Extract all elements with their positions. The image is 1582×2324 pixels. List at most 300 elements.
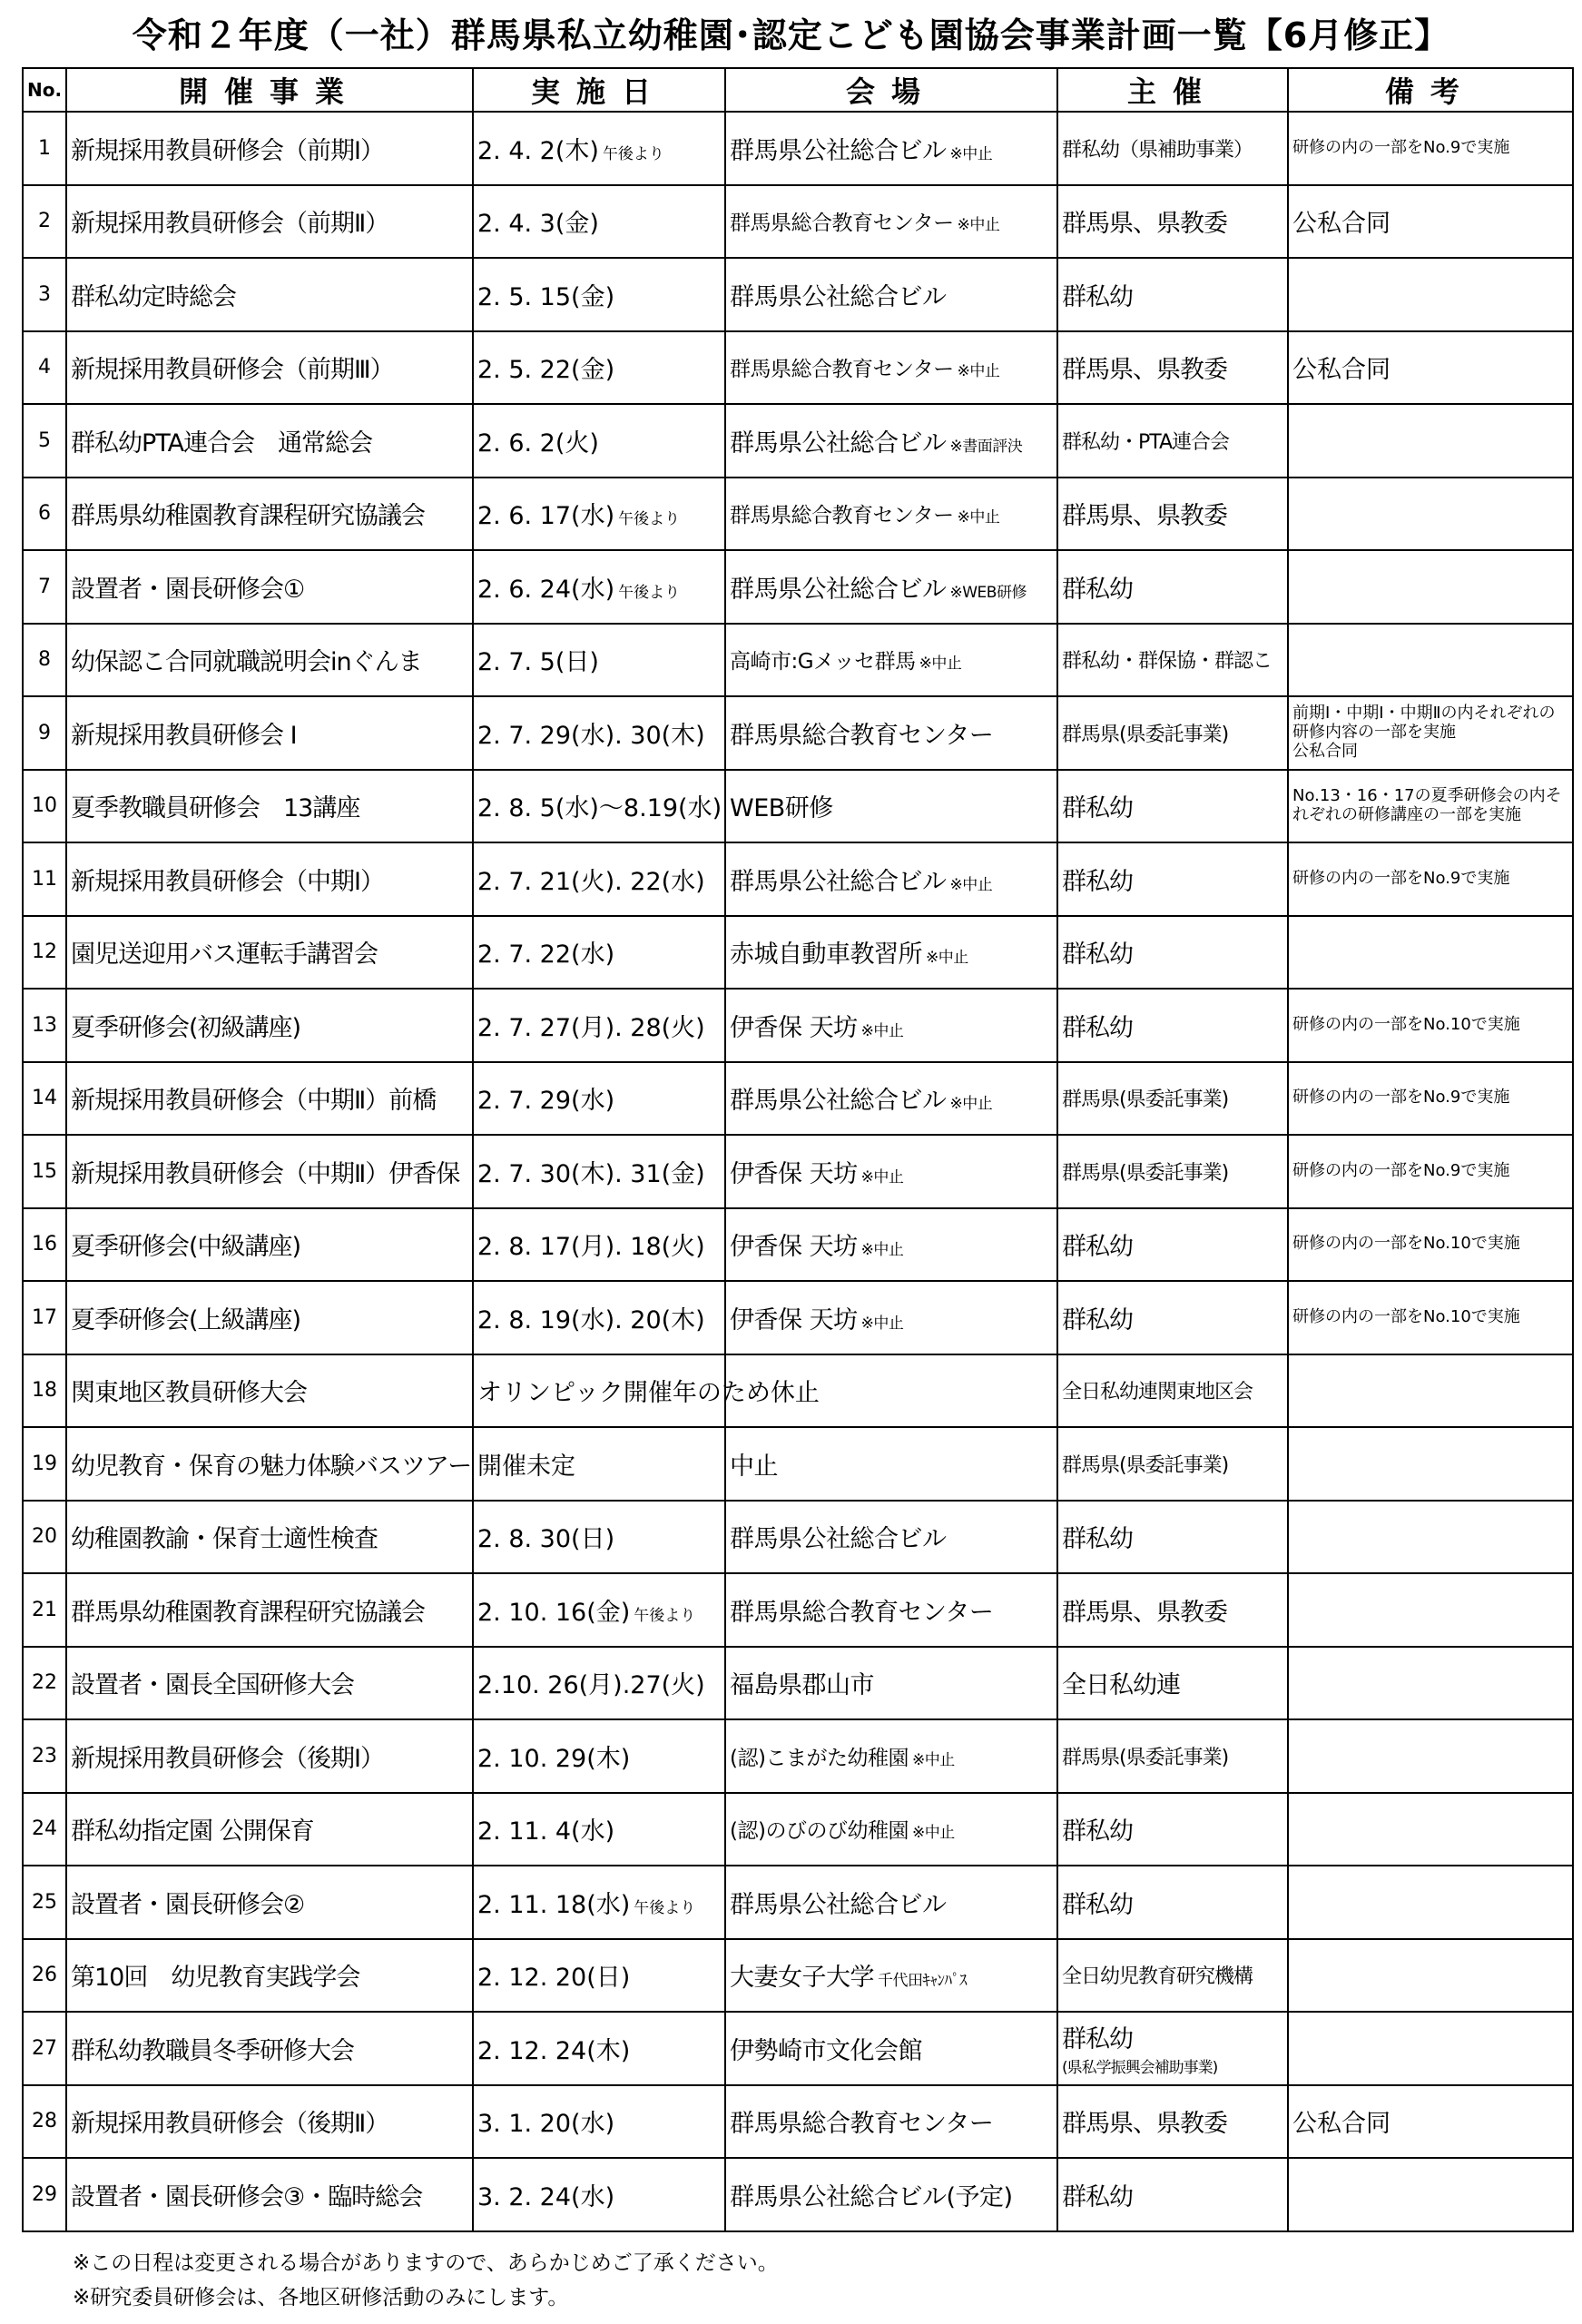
venue: [725, 2012, 1057, 2085]
host-text: 群馬県、県教委: [1062, 1598, 1227, 1627]
remarks: [1288, 1647, 1573, 1720]
remarks: 研修の内の一部をNo.10で実施: [1288, 989, 1573, 1062]
venue: [725, 112, 1057, 185]
venue: [725, 1135, 1057, 1208]
row-number: 26: [23, 1939, 66, 2013]
host-text: 群私幼・群保協・群認こ: [1062, 650, 1272, 674]
venue-note: ※中止: [926, 949, 968, 968]
venue-text: 群馬県公社総合ビル(予定): [730, 2182, 1013, 2211]
host: [1057, 1939, 1288, 2013]
date-text: 2. 12. 24(木): [477, 2036, 631, 2065]
date-text: 2. 12. 20(日): [477, 1964, 631, 1993]
row-number: 18: [23, 1354, 66, 1428]
host-text: 群私幼: [1062, 1817, 1133, 1846]
remarks: [1288, 404, 1573, 478]
venue-text: 群馬県総合教育センター: [730, 358, 954, 382]
event-name: 夏季研修会(中級講座): [66, 1208, 473, 1282]
event-name: 幼保認こ合同就職説明会inぐんま: [66, 624, 473, 697]
date-text: 3. 2. 24(水): [477, 2182, 615, 2211]
date-note: 午後より: [618, 583, 681, 602]
date-text: 開催未定: [477, 1452, 575, 1481]
row-number: 13: [23, 989, 66, 1062]
host: [1057, 1866, 1288, 1939]
date-text: 2. 7. 5(日): [477, 648, 599, 677]
table-row: [23, 624, 1573, 697]
date-text: 2. 11. 4(水): [477, 1817, 615, 1846]
host-text: 群私幼: [1062, 1890, 1133, 1919]
venue: [725, 1427, 1057, 1501]
venue-text: 福島県郡山市: [730, 1671, 874, 1700]
date-text: 2. 6. 24(水): [477, 575, 615, 604]
event-date: [473, 2012, 725, 2085]
host: [1057, 331, 1288, 405]
venue-text: 群馬県公社総合ビル: [730, 1087, 947, 1116]
event-date: [473, 1719, 725, 1793]
row-number: 25: [23, 1866, 66, 1939]
host: [1057, 550, 1288, 624]
event-name: 夏季研修会(初級講座): [66, 989, 473, 1062]
host-text: 群馬県(県委託事業): [1062, 723, 1229, 746]
host-text: 群私幼・PTA連合会: [1062, 430, 1230, 454]
venue: [725, 1647, 1057, 1720]
venue: [725, 1501, 1057, 1574]
venue-text: 群馬県総合教育センター: [730, 1598, 994, 1627]
date-text: 2. 11. 18(水): [477, 1890, 631, 1919]
venue: [725, 842, 1057, 916]
event-date: [473, 185, 725, 259]
header-host: 主催: [1057, 68, 1288, 112]
event-name: 夏季研修会(上級講座): [66, 1281, 473, 1354]
remarks: [1288, 1354, 1573, 1428]
table-row: [23, 1939, 1573, 2013]
event-date: [473, 1501, 725, 1574]
event-name: 関東地区教員研修大会: [66, 1354, 473, 1428]
remarks: [1288, 550, 1573, 624]
venue-note: ※中止: [911, 1750, 955, 1769]
event-date: [473, 404, 725, 478]
host-text: 群馬県(県委託事業): [1062, 1088, 1229, 1112]
date-text: 2. 7. 21(火). 22(水): [477, 867, 705, 896]
venue-note: ※中止: [860, 1167, 904, 1187]
event-date: [473, 696, 725, 770]
remarks: 研修の内の一部をNo.9で実施: [1288, 112, 1573, 185]
table-row: [23, 331, 1573, 405]
host: [1057, 1208, 1288, 1282]
row-number: 12: [23, 916, 66, 990]
date-text: 2. 4. 2(木): [477, 136, 599, 165]
event-date: [473, 1354, 820, 1428]
table-row: [23, 2012, 1573, 2085]
event-name: 幼児教育・保育の魅力体験バスツアー: [66, 1427, 473, 1501]
venue-note: ※中止: [949, 875, 993, 894]
header-event: 開催事業: [66, 68, 473, 112]
venue-text: 大妻女子大学: [730, 1964, 874, 1993]
event-name: 夏季教職員研修会 13講座: [66, 770, 473, 843]
date-text: 2. 8. 17(月). 18(火): [477, 1233, 705, 1262]
host-text: 群私幼: [1062, 1525, 1133, 1554]
event-date: [473, 1793, 725, 1866]
event-name: 幼稚園教諭・保育士適性検査: [66, 1501, 473, 1574]
host: [1057, 1647, 1288, 1720]
row-number: 3: [23, 258, 66, 331]
event-name: 設置者・園長全国研修大会: [66, 1647, 473, 1720]
date-note: 午後より: [634, 1898, 696, 1917]
row-number: 16: [23, 1208, 66, 1282]
event-date: [473, 2085, 725, 2159]
venue-text: 群馬県公社総合ビル: [730, 428, 947, 458]
host: [1057, 2012, 1288, 2085]
row-number: 23: [23, 1719, 66, 1793]
table-row: [23, 1719, 1573, 1793]
venue-text: 群馬県公社総合ビル: [730, 1525, 947, 1554]
footnote: ※この日程は変更される場合がありますので、あらかじめご了承ください。: [73, 2251, 779, 2275]
host: [1057, 2158, 1288, 2231]
event-name: 群私幼指定園 公開保育: [66, 1793, 473, 1866]
event-date: [473, 1427, 725, 1501]
venue-text: 高崎市:Gメッセ群馬: [730, 650, 916, 675]
row-number: 1: [23, 112, 66, 185]
table-row: [23, 2158, 1573, 2231]
event-date: [473, 1939, 725, 2013]
event-date: [473, 1866, 725, 1939]
venue-text: 群馬県総合教育センター: [730, 2110, 994, 2139]
venue-text: WEB研修: [730, 794, 833, 823]
host: [1057, 1501, 1288, 1574]
event-date: [473, 2158, 725, 2231]
row-number: 19: [23, 1427, 66, 1501]
host: [1057, 112, 1288, 185]
venue-text: 群馬県公社総合ビル: [730, 575, 947, 604]
host: [1057, 696, 1288, 770]
table-row: [23, 1208, 1573, 1282]
footnote: ※研究委員研修会は、各地区研修活動のみにします。: [73, 2286, 569, 2309]
venue: [725, 1866, 1057, 1939]
row-number: 22: [23, 1647, 66, 1720]
host-text: 群私幼: [1062, 1305, 1133, 1334]
event-name: 新規採用教員研修会（後期Ⅰ）: [66, 1719, 473, 1793]
row-number: 29: [23, 2158, 66, 2231]
header-remarks: 備考: [1288, 68, 1573, 112]
event-date: [473, 1281, 725, 1354]
event-date: [473, 258, 725, 331]
event-name: 新規採用教員研修会（中期Ⅱ）伊香保: [66, 1135, 473, 1208]
host: [1057, 916, 1288, 990]
event-date: [473, 1135, 725, 1208]
venue: [725, 331, 1057, 405]
venue: [725, 1062, 1057, 1136]
schedule-table: [22, 67, 1574, 2232]
venue-note: 千代田ｷｬﾝﾊﾟｽ: [878, 1972, 967, 1991]
host-text: 群馬県、県教委: [1062, 502, 1227, 531]
remarks: 公私合同: [1288, 331, 1573, 405]
date-text: 2. 8. 19(水). 20(木): [477, 1305, 705, 1334]
host: [1057, 624, 1288, 697]
event-name: 設置者・園長研修会③・臨時総会: [66, 2158, 473, 2231]
table-row: [23, 1573, 1573, 1647]
event-name: 設置者・園長研修会②: [66, 1866, 473, 1939]
host-text: 群私幼: [1062, 282, 1133, 311]
row-number: 24: [23, 1793, 66, 1866]
table-row: [23, 696, 1573, 770]
event-name: 新規採用教員研修会（中期Ⅰ）: [66, 842, 473, 916]
host-text: 全日幼児教育研究機構: [1062, 1965, 1253, 1989]
host: [1057, 1354, 1288, 1428]
host-text: 群馬県(県委託事業): [1062, 1453, 1229, 1477]
date-text: 2. 5. 15(金): [477, 282, 615, 311]
host-text: 全日私幼連関東地区会: [1062, 1381, 1253, 1404]
host-text: 群私幼: [1062, 2182, 1133, 2211]
venue-note: ※中止: [860, 1021, 904, 1040]
event-date: [473, 770, 725, 843]
venue-note: ※中止: [957, 508, 1000, 527]
event-name: 新規採用教員研修会（前期Ⅰ）: [66, 112, 473, 185]
host-text: 群私幼（県補助事業）: [1062, 138, 1253, 162]
venue-note: ※WEB研修: [949, 583, 1027, 602]
row-number: 17: [23, 1281, 66, 1354]
remarks: [1288, 1501, 1573, 1574]
venue: [725, 1939, 1057, 2013]
table-row: [23, 916, 1573, 990]
host-text: 群馬県、県教委: [1062, 356, 1227, 385]
event-name: 第10回 幼児教育実践学会: [66, 1939, 473, 2013]
venue-text: 群馬県公社総合ビル: [730, 282, 947, 311]
host-text: 群私幼: [1062, 867, 1133, 896]
host-text: 群馬県、県教委: [1062, 2110, 1227, 2139]
host-text: 群私幼: [1062, 575, 1133, 604]
venue-note: ※中止: [949, 144, 993, 163]
host: [1057, 478, 1288, 551]
remarks: No.13・16・17の夏季研修会の内それぞれの研修講座の一部を実施: [1288, 770, 1573, 843]
event-date: [473, 842, 725, 916]
venue: [725, 258, 1057, 331]
table-row: [23, 112, 1573, 185]
date-note: 午後より: [634, 1606, 696, 1625]
event-name: 園児送迎用バス運転手講習会: [66, 916, 473, 990]
event-name: 新規採用教員研修会 Ⅰ: [66, 696, 473, 770]
date-text: 2. 7. 27(月). 28(火): [477, 1013, 705, 1042]
host-text: 群私幼: [1062, 1013, 1133, 1042]
venue: [725, 624, 1057, 697]
venue-text: 群馬県公社総合ビル: [730, 867, 947, 896]
date-text: 2. 6. 2(火): [477, 428, 599, 458]
remarks: [1288, 1793, 1573, 1866]
event-date: [473, 478, 725, 551]
venue: [725, 185, 1057, 259]
host-text: 群私幼: [1062, 2025, 1133, 2054]
venue: [725, 2085, 1057, 2159]
header-date: 実施日: [473, 68, 725, 112]
table-row: [23, 1281, 1573, 1354]
venue-note: ※中止: [957, 216, 1000, 235]
date-note: 午後より: [618, 510, 681, 529]
host: [1057, 1573, 1288, 1647]
remarks: [1288, 1866, 1573, 1939]
venue-note: ※中止: [911, 1824, 955, 1843]
date-text: 2. 6. 17(水): [477, 502, 615, 531]
remarks: [1288, 2012, 1573, 2085]
host: [1057, 2085, 1288, 2159]
venue: [725, 2158, 1057, 2231]
table-row: [23, 1501, 1573, 1574]
host-text: 群私幼: [1062, 794, 1133, 823]
event-name: 設置者・園長研修会①: [66, 550, 473, 624]
row-number: 21: [23, 1573, 66, 1647]
venue-note: ※中止: [957, 362, 1000, 381]
host: [1057, 1427, 1288, 1501]
host-text: 群馬県(県委託事業): [1062, 1161, 1229, 1185]
venue-text: 伊香保 天坊: [730, 1233, 858, 1262]
event-name: 新規採用教員研修会（前期Ⅱ）: [66, 185, 473, 259]
table-header-row: [23, 68, 1573, 112]
remarks: [1288, 1573, 1573, 1647]
host: [1057, 185, 1288, 259]
row-number: 15: [23, 1135, 66, 1208]
venue-text: 伊勢崎市文化会館: [730, 2036, 922, 2065]
venue-note: ※中止: [919, 655, 962, 674]
date-text: 2. 8. 5(水)～8.19(水): [477, 794, 722, 823]
row-number: 2: [23, 185, 66, 259]
venue-text: 群馬県公社総合ビル: [730, 136, 947, 165]
venue-text: 赤城自動車教習所: [730, 940, 922, 970]
host-note: (県私学振興会補助事業): [1062, 2059, 1218, 2078]
table-row: [23, 842, 1573, 916]
remarks: [1288, 478, 1573, 551]
date-text: 2. 7. 29(水): [477, 1087, 615, 1116]
row-number: 28: [23, 2085, 66, 2159]
remarks: [1288, 1719, 1573, 1793]
table-row: [23, 1135, 1573, 1208]
venue-text: (認)こまがた幼稚園: [730, 1746, 909, 1770]
table-row: [23, 1427, 1573, 1501]
date-text: 2. 7. 30(木). 31(金): [477, 1159, 705, 1188]
host: [1057, 770, 1288, 843]
venue: [725, 770, 1057, 843]
event-date: [473, 1062, 725, 1136]
host: [1057, 1719, 1288, 1793]
row-number: 9: [23, 696, 66, 770]
event-date: [473, 624, 725, 697]
table-row: [23, 1647, 1573, 1720]
event-name: 新規採用教員研修会（後期Ⅱ）: [66, 2085, 473, 2159]
page-title: 令和２年度（一社）群馬県私立幼稚園･認定こども園協会事業計画一覧【6月修正】: [132, 15, 1450, 55]
date-text: 2. 10. 16(金): [477, 1598, 631, 1627]
remarks: 前期Ⅰ・中期Ⅰ・中期Ⅱの内それぞれの研修内容の一部を実施 公私合同: [1288, 696, 1573, 770]
venue-text: 伊香保 天坊: [730, 1013, 858, 1042]
table-row: [23, 258, 1573, 331]
venue: [725, 1793, 1057, 1866]
remarks: [1288, 2158, 1573, 2231]
event-date: [473, 331, 725, 405]
venue-note: ※中止: [949, 1095, 993, 1114]
remarks: 公私合同: [1288, 185, 1573, 259]
row-number: 10: [23, 770, 66, 843]
event-date: [473, 1573, 725, 1647]
remarks: 研修の内の一部をNo.9で実施: [1288, 1135, 1573, 1208]
remarks: [1288, 916, 1573, 990]
remarks: 研修の内の一部をNo.9で実施: [1288, 842, 1573, 916]
event-date: [473, 916, 725, 990]
date-text: 2. 5. 22(金): [477, 356, 615, 385]
row-number: 6: [23, 478, 66, 551]
event-date: [473, 112, 725, 185]
venue: [725, 1719, 1057, 1793]
row-number: 5: [23, 404, 66, 478]
host-text: 群私幼: [1062, 940, 1133, 970]
table-row: [23, 1062, 1573, 1136]
host-text: 群馬県(県委託事業): [1062, 1746, 1229, 1769]
row-number: 20: [23, 1501, 66, 1574]
date-text: 2. 4. 3(金): [477, 210, 599, 239]
table-row: [23, 2085, 1573, 2159]
remarks: [1288, 1427, 1573, 1501]
row-number: 4: [23, 331, 66, 405]
remarks: [1288, 1939, 1573, 2013]
event-name: 群私幼PTA連合会 通常総会: [66, 404, 473, 478]
remarks: [1288, 624, 1573, 697]
remarks: 研修の内の一部をNo.10で実施: [1288, 1281, 1573, 1354]
date-text: 2. 8. 30(日): [477, 1525, 615, 1554]
venue: [725, 696, 1057, 770]
event-name: 新規採用教員研修会（中期Ⅱ）前橋: [66, 1062, 473, 1136]
date-text: 2.10. 26(月).27(火): [477, 1671, 705, 1700]
remarks: 公私合同: [1288, 2085, 1573, 2159]
event-date: [473, 989, 725, 1062]
table-row: [23, 770, 1573, 843]
venue-text: 群馬県総合教育センター: [730, 504, 954, 528]
venue-text: 伊香保 天坊: [730, 1159, 858, 1188]
row-number: 11: [23, 842, 66, 916]
header-venue: 会場: [725, 68, 1057, 112]
row-number: 8: [23, 624, 66, 697]
venue-text: 伊香保 天坊: [730, 1305, 858, 1334]
table-row: [23, 1866, 1573, 1939]
host-text: 全日私幼連: [1062, 1671, 1180, 1700]
venue: [725, 550, 1057, 624]
host: [1057, 1281, 1288, 1354]
event-name: 群馬県幼稚園教育課程研究協議会: [66, 478, 473, 551]
table-row: [23, 404, 1573, 478]
event-name: 群私幼教職員冬季研修大会: [66, 2012, 473, 2085]
event-name: 群私幼定時総会: [66, 258, 473, 331]
event-date: [473, 1647, 725, 1720]
event-name: 新規採用教員研修会（前期Ⅲ）: [66, 331, 473, 405]
host: [1057, 842, 1288, 916]
venue-note: ※中止: [860, 1314, 904, 1333]
host: [1057, 1135, 1288, 1208]
table-row: [23, 989, 1573, 1062]
table-row: [23, 550, 1573, 624]
venue: [725, 478, 1057, 551]
date-text: 3. 1. 20(水): [477, 2110, 615, 2139]
host: [1057, 1062, 1288, 1136]
venue: [725, 1281, 1057, 1354]
venue-note: ※中止: [860, 1241, 904, 1260]
row-number: 27: [23, 2012, 66, 2085]
venue: [725, 916, 1057, 990]
host: [1057, 258, 1288, 331]
schedule-body: [23, 112, 1573, 2231]
host: [1057, 989, 1288, 1062]
remarks: [1288, 258, 1573, 331]
venue-text: 中止: [730, 1452, 778, 1481]
event-date: [473, 1208, 725, 1282]
date-note: 午後より: [602, 144, 664, 163]
footnotes: [73, 2246, 779, 2315]
date-text: 2. 7. 22(水): [477, 940, 615, 970]
venue: [725, 404, 1057, 478]
venue: [725, 1208, 1057, 1282]
event-name: 群馬県幼稚園教育課程研究協議会: [66, 1573, 473, 1647]
